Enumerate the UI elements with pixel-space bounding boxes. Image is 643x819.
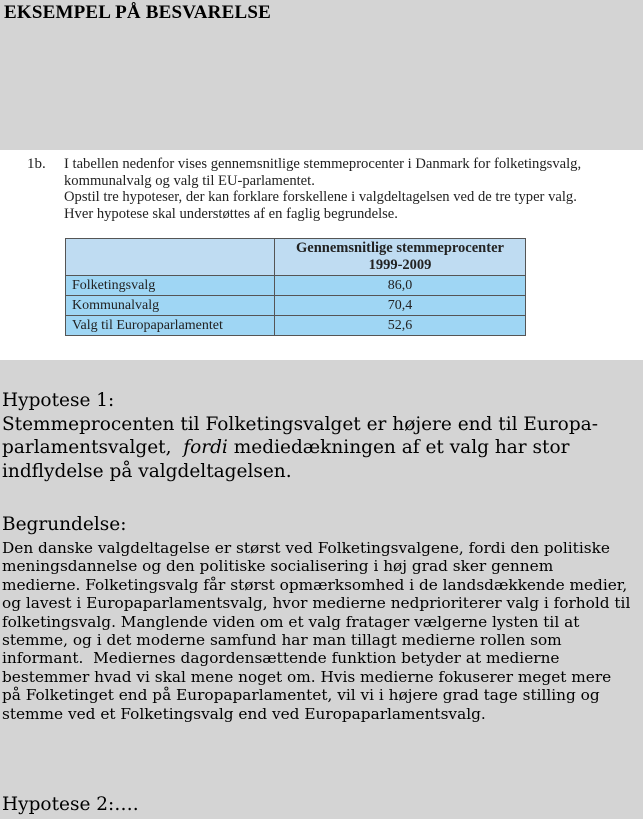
page-title: EKSEMPEL PÅ BESVARELSE [4,2,271,23]
row-label: Valg til Europaparlamentet [66,316,275,336]
row-value: 52,6 [275,316,526,336]
task-line: kommunalvalg og valg til EU-parlamentet. [64,172,315,189]
hypothesis-1-emphasis: fordi [183,437,228,458]
row-label: Folketingsvalg [66,276,275,296]
table-header-title: Gennemsnitlige stemmeprocenter [296,240,504,256]
hypothesis-1-line: Stemmeprocenten til Folketingsvalget er højere end til Europa- [2,413,598,435]
row-label: Kommunalvalg [66,296,275,316]
hypothesis-1-text: parlamentsvalget, [2,437,184,458]
task-instructions [64,156,634,222]
reasoning-line: og lavest i Europaparlamentsvalg, hvor medierne nedprioriterer valg i forhold til [2,594,631,613]
table-header-row [66,239,526,276]
table-header-period: 1999-2009 [368,257,432,273]
table-row [66,316,526,336]
table-header-empty [66,239,275,276]
row-value: 70,4 [275,296,526,316]
reasoning-line: medierne. Folketingsvalg får størst opmærksomhed i de landsdækkende medier, [2,575,628,594]
reasoning-line: stemme, og i det moderne samfund har man tillagt medierne rollen som [2,631,562,650]
hypothesis-1-line: indflydelse på valgdeltagelsen. [2,460,292,482]
reasoning-line: stemme ved et Folketingsvalg end ved Europaparlamentsvalg. [2,704,486,723]
task-excerpt [0,150,643,360]
reasoning-line: folketingsvalg. Manglende viden om et valg fratager vælgerne lysten til at [2,612,580,631]
reasoning-line: Den danske valgdeltagelse er størst ved Folketingsvalgene, fordi den politiske [2,539,610,557]
hypothesis-1 [2,389,598,483]
hypothesis-1-line [2,436,598,460]
reasoning-line: informant. Mediernes dagordensættende funktion betyder at medierne [2,649,560,668]
table-row [66,296,526,316]
task-line: Opstil tre hypoteser, der kan forklare forskellene i valgdeltagelsen ved de tre typer valg. [64,189,577,205]
hypothesis-1-text: mediedækningen af et valg har stor [227,437,570,458]
task-line: Hver hypotese skal understøttes af en faglig begrundelse. [64,205,398,222]
reasoning-body [2,539,642,723]
turnout-table [65,238,526,336]
reasoning-line: på Folketinget end på Europaparlamentet, vil vi i højere grad tage stilling og [2,686,600,705]
reasoning-line: meningsdannelse og den politiske socialisering i høj grad sker gennem [2,557,554,576]
task-number: 1b. [27,156,46,172]
task-line: I tabellen nedenfor vises gennemsnitlige stemmeprocenter i Danmark for folketingsvalg, [64,156,582,172]
hypothesis-1-heading: Hypotese 1: [2,390,115,411]
table-header [275,239,526,276]
reasoning-heading: Begrundelse: [2,514,127,535]
table-row [66,276,526,296]
hypothesis-2-heading: Hypotese 2:…. [2,794,139,815]
row-value: 86,0 [275,276,526,296]
reasoning-line: bestemmer hvad vi skal mene noget om. Hvis medierne fokuserer meget mere [2,667,612,686]
